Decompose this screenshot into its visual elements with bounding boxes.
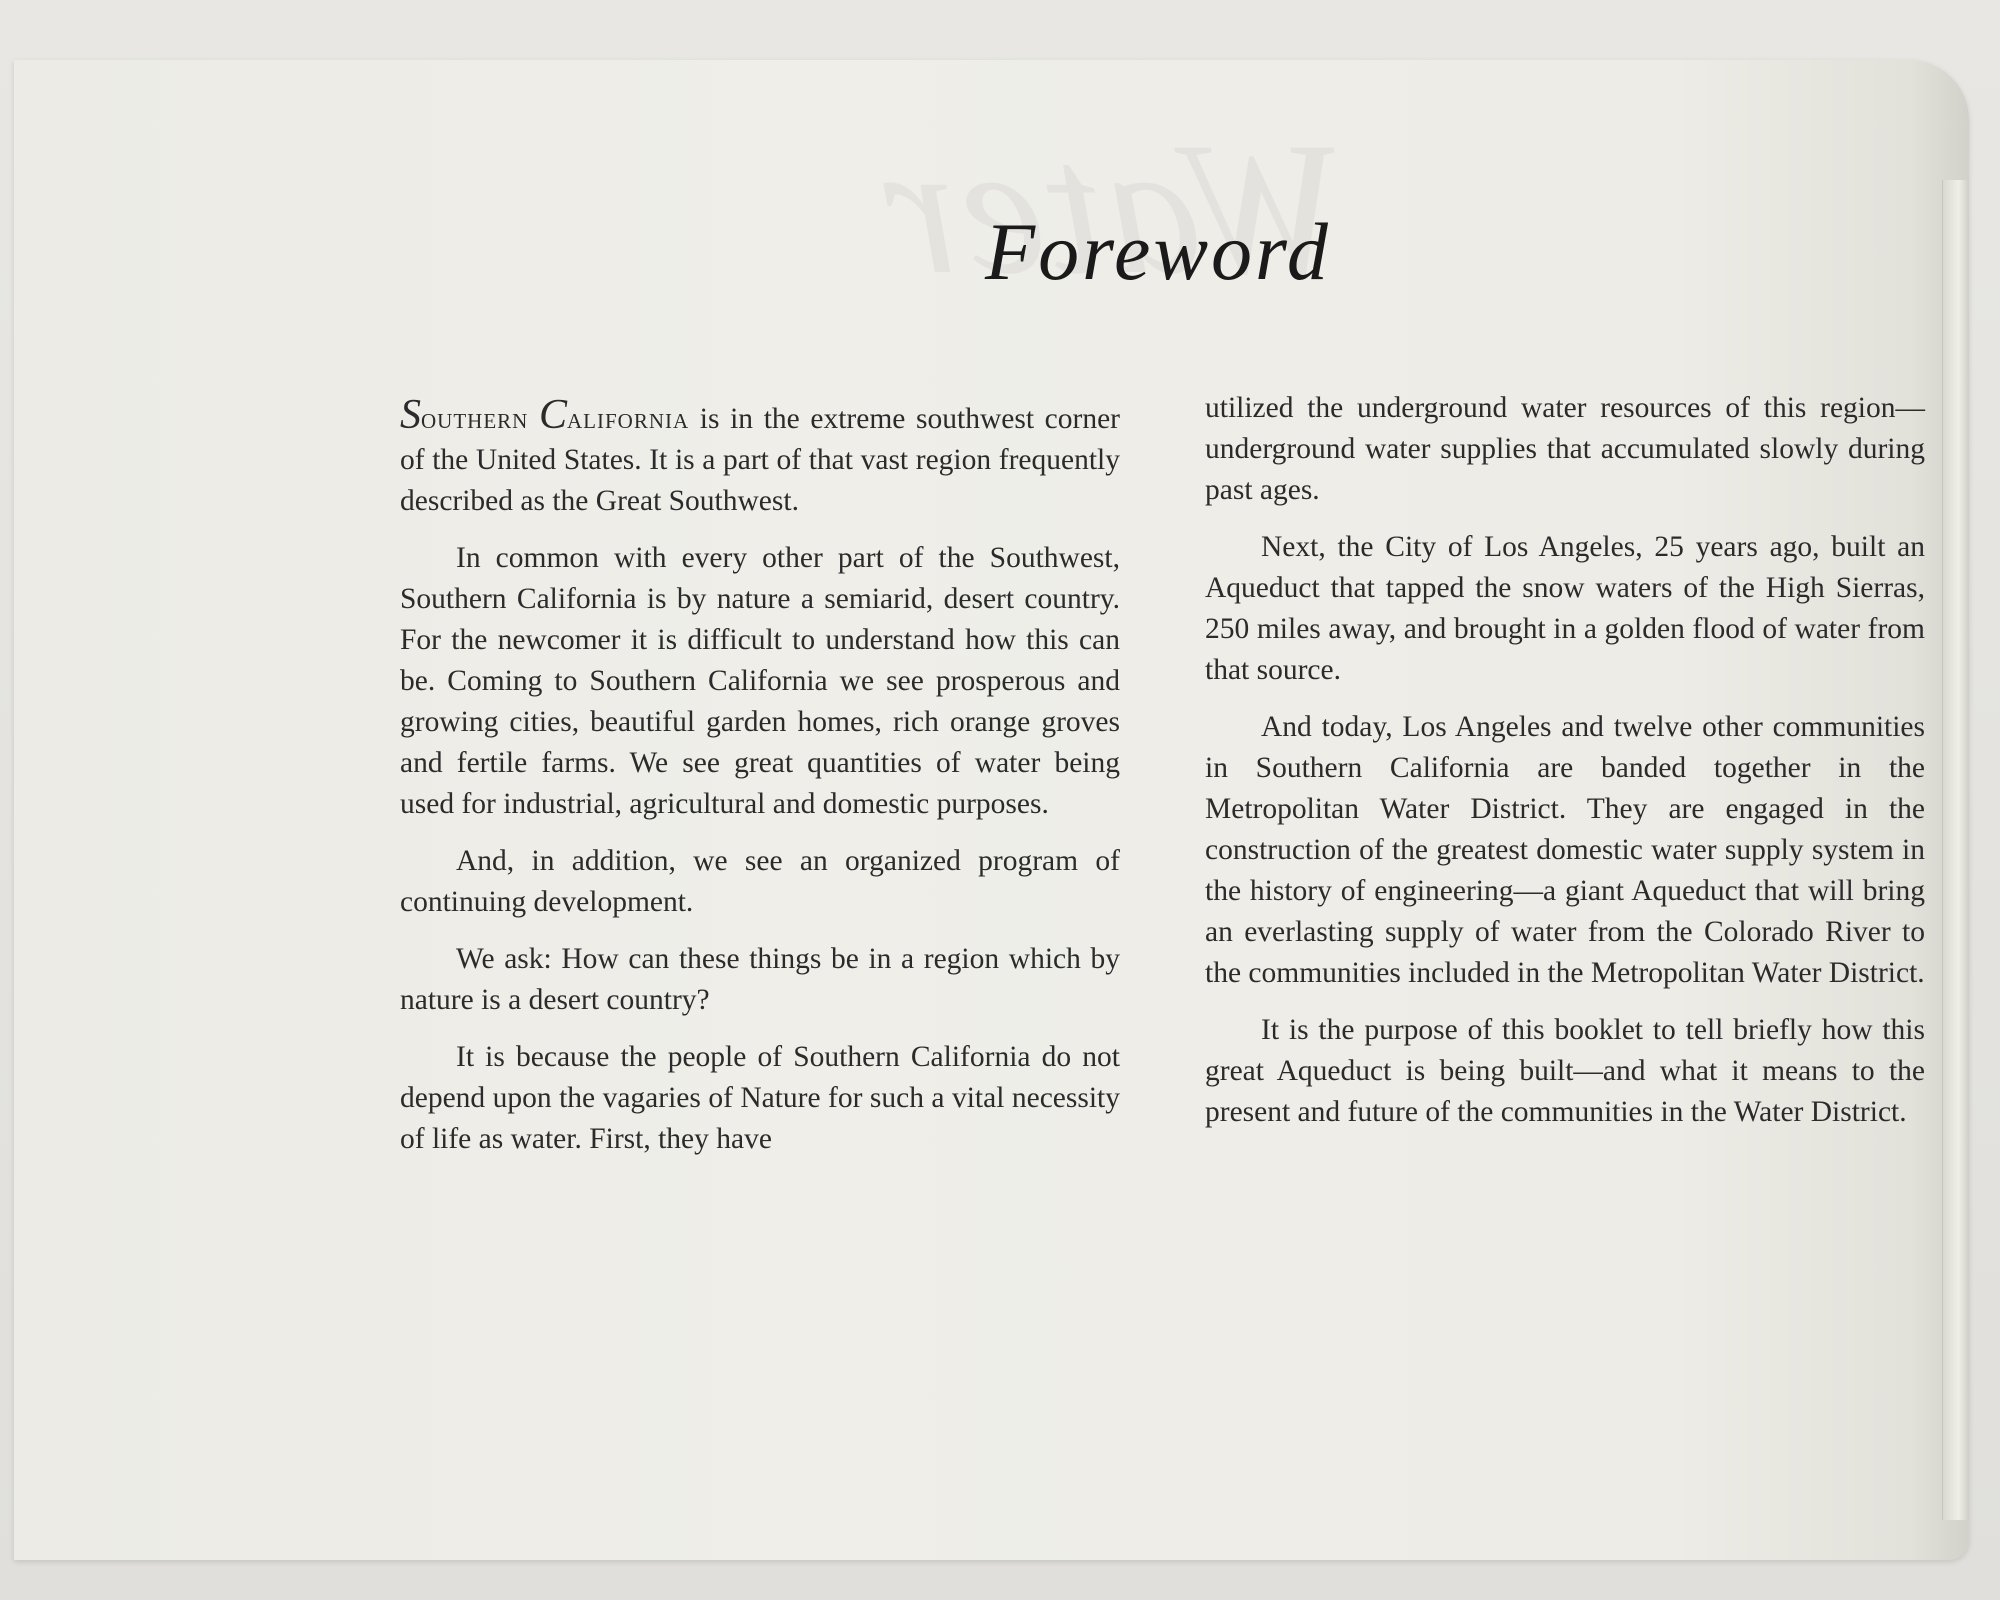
left-paragraph-1 [400, 392, 1120, 522]
right-paragraph-2: Next, the City of Los Angeles, 25 years ago, built an Aqueduct that tapped the snow waters of the High Sierras, 250 miles away, and brought in a golden flood of water from that source. [1205, 531, 1925, 686]
smallcaps-outhern: outhern [421, 403, 529, 435]
smallcaps-alifornia: alifornia [566, 403, 690, 435]
right-paragraph-3: And today, Los Angeles and twelve other communities in Southern California are banded together in the Metropolitan Water District. They are engaged in the construction of the greatest domestic water supply system in the history of engineering—a giant Aqueduct that will bring an everlasting supply of water from the Colorado River to the communities included in the Metropolitan Water District. [1205, 711, 1925, 989]
right-paragraph-1: utilized the underground water resources of this region—underground water supplies that accumulated slowly during past ages. [1205, 392, 1925, 506]
left-paragraph-3: And, in addition, we see an organized program of continuing development. [400, 845, 1120, 918]
left-column [400, 392, 1120, 1176]
right-column [1205, 388, 1925, 1149]
left-paragraph-5: It is because the people of Southern California do not depend upon the vagaries of Nature for such a vital necessity of life as water. First, they have [400, 1041, 1120, 1155]
dropcap-s: S [400, 392, 421, 438]
left-paragraph-2: In common with every other part of the Southwest, Southern California is by nature a semiarid, desert country. For the newcomer it is difficult to understand how this can be. Coming to Southern California we see prosperous and growing cities, beautiful garden homes, rich orange groves and fertile farms. We see great quantities of water being used for industrial, agricultural and domestic purposes. [400, 542, 1120, 820]
left-paragraph-4: We ask: How can these things be in a region which by nature is a desert country? [400, 943, 1120, 1016]
right-paragraph-4: It is the purpose of this booklet to tell briefly how this great Aqueduct is being built—and what it means to the present and future of the communities in the Water District. [1205, 1014, 1925, 1128]
left-paragraph-1-text: is in the extreme southwest corner of the United States. It is a part of that vast region frequently described as the Great Southwest. [400, 403, 1120, 517]
page-edge [1942, 180, 1969, 1520]
dropcap-c: C [538, 392, 567, 438]
page-title: Foreword [985, 206, 1331, 297]
